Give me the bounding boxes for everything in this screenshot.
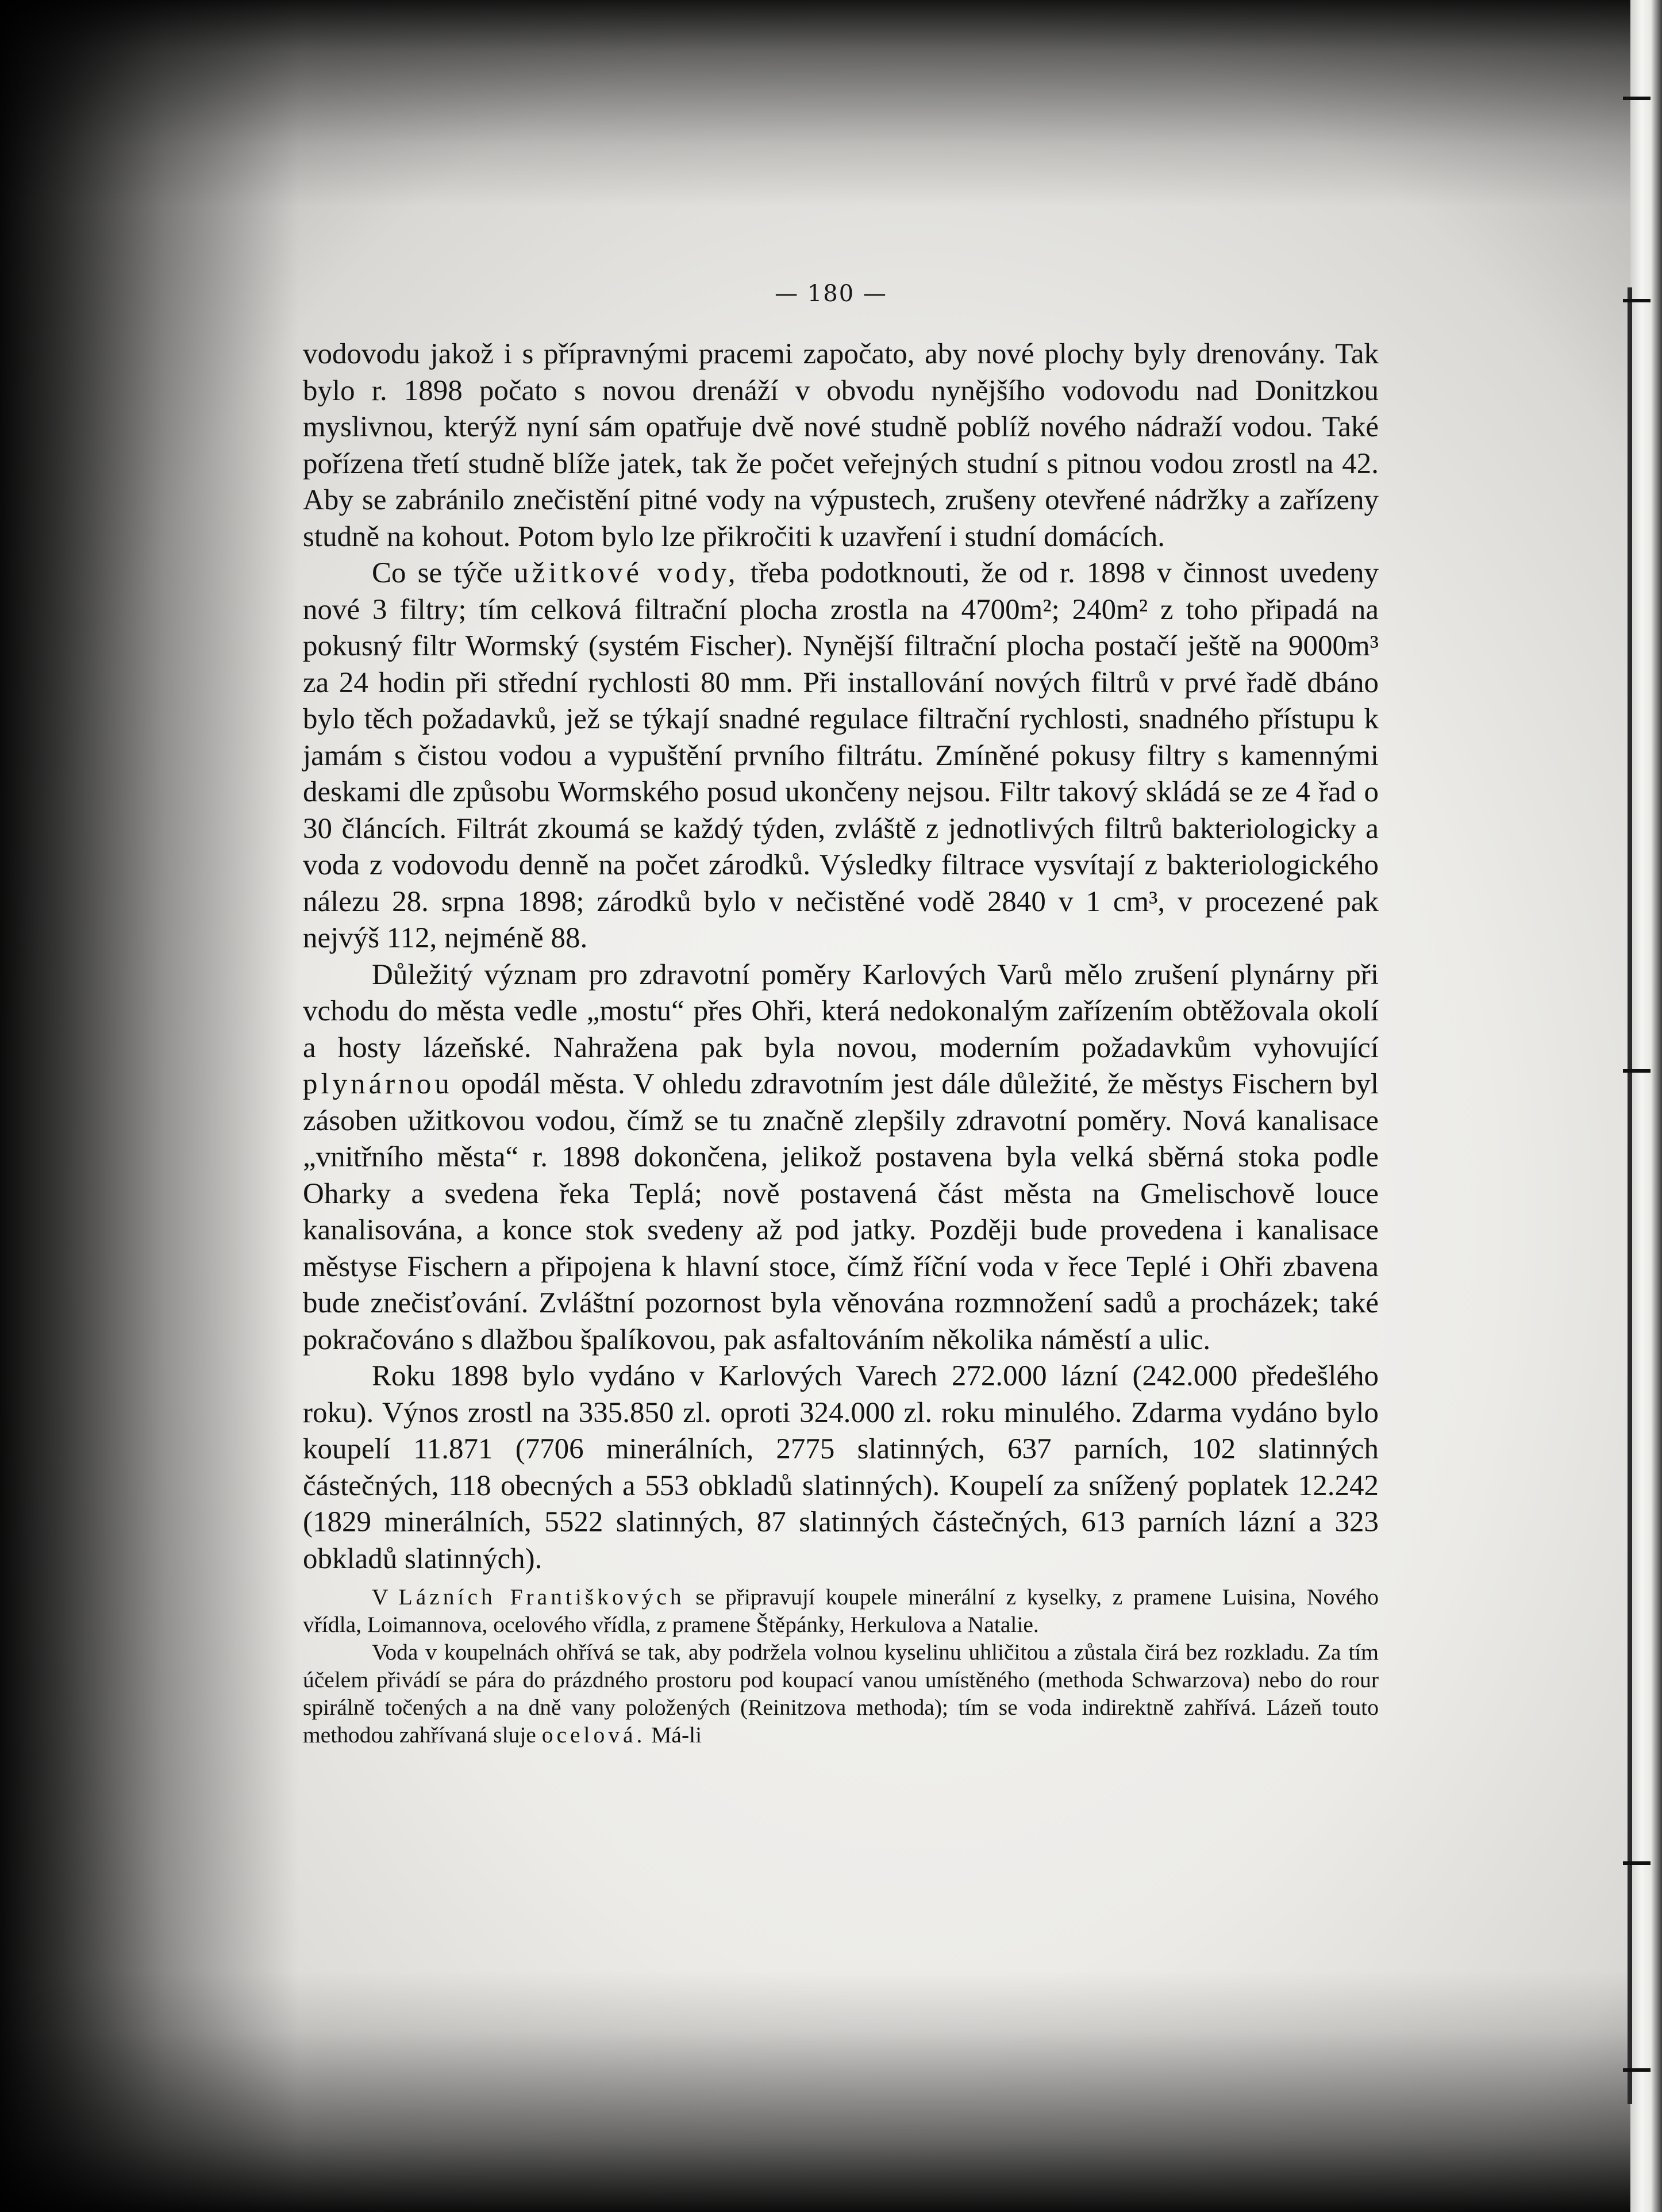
page-right-edge [1630,0,1662,2212]
binding-mark [1623,1861,1651,1865]
binding-mark [1623,97,1651,100]
left-shadow [0,0,299,2212]
paragraph-4 [303,1358,1379,1577]
small-paragraph-1 [303,1583,1379,1638]
paragraph-3-text: opodál města. V ohledu zdravotním jest dále důležité, že městys Fischern byl zásoben užitkovou vodou, čímž se tu značně zlepšily zdravotní poměry. Nová kanalisace „vnitřního města“ r. 1898 dokončena, jelikož postavena byla velká sběrná stoka podle Oharky a svedena řeka Teplá; nově postavená část města na Gmelischově louce kanalisována, a konce stok svedeny až pod jatky. Později bude provedena i kanalisace městyse Fischern a připojena k hlavní stoce, čímž říční voda v řece Teplé i Ohři zbavena bude znečisťování. Zvláštní pozornost byla věnována rozmnožení sadů a procházek; také pokračováno s dlažbou špalíkovou, pak asfaltováním několika náměstí a ulic. [303,1068,1379,1356]
small-paragraph-2-emphasis: ocelová. [541,1722,646,1748]
paragraph-2-lead: Co se týče [372,557,503,589]
body-text [303,336,1379,1749]
small-paragraph-1-emphasis: Lázních Františkových [398,1584,685,1610]
page-number: — 180 — [775,281,887,307]
paragraph-1 [303,336,1379,555]
paragraph-2-text: třeba podotknouti, že od r. 1898 v činnost uvedeny nové 3 filtry; tím celková filtrační plocha zrostla na 4700m²; 240m² z toho připadá na pokusný filtr Wormský (systém Fischer). Nynější filtrační plocha postačí ještě na 9000m³ za 24 hodin při střední rychlosti 80 mm. Při installování nových filtrů v prvé řadě dbáno bylo těch požadavků, jež se týkají snadné regulace filtrační rychlosti, snadného přístupu k jamám s čistou vodou a vypuštění prvního filtrátu. Zmíněné pokusy filtry s kamennými deskami dle způsobu Wormského posud ukončeny nejsou. Filtr takový skládá se ze 4 řad o 30 článcích. Filtrát zkoumá se každý týden, zvláště z jednotlivých filtrů bakteriologicky a voda z vodovodu denně na počet zárodků. Výsledky filtrace vysvítají z bakteriologického nálezu 28. srpna 1898; zárodků bylo v nečistěné vodě 2840 v 1 cm³, v procezené pak nejvýš 112, nejméně 88. [303,557,1379,954]
paragraph-3-emphasis: plynárnou [303,1068,453,1100]
paragraph-1-text: vodovodu jakož i s přípravnými pracemi započato, aby nové plochy byly drenovány. Tak bylo r. 1898 počato s novou drenáží v obvodu nynějšího vodovodu nad Donitzkou myslivnou, kterýž nyní sám opatřuje dvě nové studně poblíž nového nádraží vodou. Také pořízena třetí studně blíže jatek, tak že počet veřejných studní s pitnou vodou zrostl na 42. Aby se zabránilo znečistění pitné vody na výpustech, zrušeny otevřené nádržky a zařízeny studně na kohout. Potom bylo lze přikročiti k uzavření i studní domácích. [303,338,1379,553]
small-paragraph-2-lead: Voda v koupelnách ohřívá se tak, aby podržela volnou kyselinu uhličitou a zůstala čirá bez rozkladu. Za tím účelem přivádí se pára do prázdného prostoru pod koupací vanou umístěného (methoda Schwarzova) nebo do rour spirálně točených a na dně vany položených (Reinitzova methoda); tím se voda indirektně zahřívá. Lázeň touto methodou zahřívaná sluje [303,1639,1379,1748]
paragraph-2-emphasis: užitkové vody, [514,557,739,589]
small-paragraph-1-text: se připravují koupele minerální z kyselky, z pramene Luisina, Nového vřídla, Loimannova, ocelového vřídla, z pramene Štěpánky, Herkulova a Natalie. [303,1584,1379,1637]
small-paragraph-2 [303,1638,1379,1749]
top-shadow [0,0,1662,207]
small-paragraph-2-text: Má-li [651,1722,702,1748]
paragraph-3 [303,957,1379,1359]
bottom-shadow [0,1971,1662,2212]
binding-mark [1623,2068,1651,2072]
binding-mark [1623,1069,1651,1073]
binding-rule [1628,287,1632,2104]
paragraph-2 [303,555,1379,957]
paragraph-4-text: Roku 1898 bylo vydáno v Karlových Varech 272.000 lázní (242.000 předešlého roku). Výnos zrostl na 335.850 zl. oproti 324.000 zl. roku minulého. Zdarma vydáno bylo koupelí 11.871 (7706 minerálních, 2775 slatinných, 637 parních, 102 slatinných částečných, 118 obecných a 553 obkladů slatinných). Koupelí za snížený poplatek 12.242 (1829 minerálních, 5522 slatinných, 87 slatinných částečných, 613 parních lázní a 323 obkladů slatinných). [303,1360,1379,1575]
small-paragraph-1-lead: V [372,1584,388,1610]
paragraph-3-lead: Důležitý význam pro zdravotní poměry Karlových Varů mělo zrušení plynárny při vchodu do města vedle „mostu“ přes Ohři, která nedokonalým zařízením obtěžovala okolí a hosty lázeňské. Nahražena pak byla novou, moderním požadavkům vyhovující [303,958,1379,1064]
